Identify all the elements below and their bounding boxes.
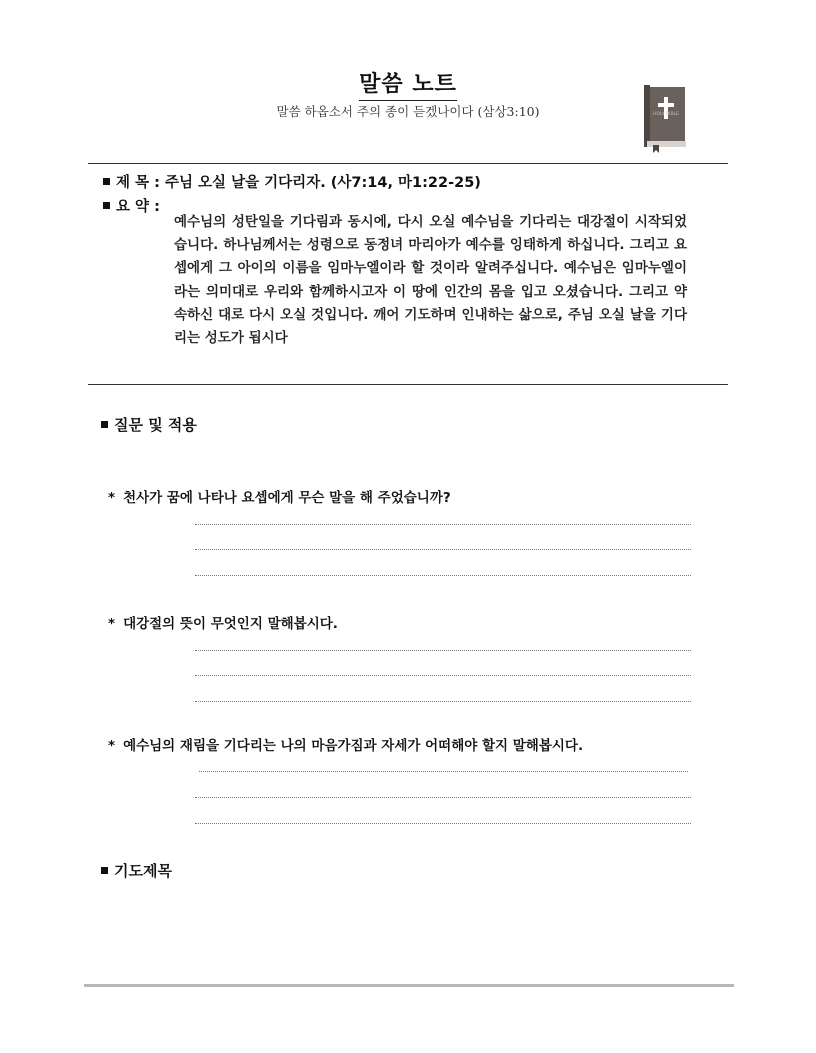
- footer-divider: [84, 984, 734, 987]
- answer-line[interactable]: [195, 524, 691, 525]
- question-3-text: 예수님의 재림을 기다리는 나의 마음가짐과 자세가 어떠해야 할지 말해봅시다.: [123, 738, 584, 754]
- bible-cover-text: HOLY BIBLE: [653, 112, 679, 117]
- page-subtitle: 말씀 하옵소서 주의 종이 듣겠나이다 (삼상3:10): [276, 104, 540, 119]
- question-2-text: 대강절의 뜻이 무엇인지 말해봅시다.: [123, 616, 338, 632]
- answer-line[interactable]: [195, 675, 691, 676]
- square-bullet-icon: [103, 202, 110, 209]
- star-bullet: *: [108, 490, 116, 506]
- star-bullet: *: [108, 616, 116, 632]
- sermon-title-label: 제 목 :: [116, 175, 160, 191]
- square-bullet-icon: [101, 867, 108, 874]
- question-1: [108, 486, 451, 506]
- summary-label-row: [103, 195, 160, 216]
- answer-line[interactable]: [195, 823, 691, 824]
- divider-top: [88, 163, 728, 164]
- question-1-text: 천사가 꿈에 나타나 요셉에게 무슨 말을 해 주었습니까?: [123, 490, 451, 506]
- bible-icon: [641, 83, 691, 153]
- square-bullet-icon: [101, 421, 108, 428]
- question-3: [108, 734, 583, 754]
- answer-line[interactable]: [199, 771, 688, 772]
- sermon-title-row: [103, 171, 481, 192]
- questions-heading: 질문 및 적용: [101, 414, 197, 435]
- answer-line[interactable]: [195, 549, 691, 550]
- sermon-title-value: 주님 오실 날을 기다리자. (사7:14, 마1:22-25): [164, 175, 481, 191]
- question-2: [108, 612, 338, 632]
- square-bullet-icon: [103, 178, 110, 185]
- divider-bottom: [88, 384, 728, 385]
- page-title: 말씀 노트: [0, 72, 816, 101]
- answer-line[interactable]: [195, 650, 691, 651]
- answer-line[interactable]: [195, 797, 691, 798]
- star-bullet: *: [108, 738, 116, 754]
- summary-label: 요 약 :: [116, 199, 160, 215]
- answer-line[interactable]: [195, 701, 691, 702]
- answer-line[interactable]: [195, 575, 691, 576]
- summary-text: 예수님의 성탄일을 기다림과 동시에, 다시 오실 예수님을 기다리는 대강절이 시작되었습니다. 하나님께서는 성령으로 동정녀 마리아가 예수를 잉태하게 하십니다. 그리고 요셉에게 그 아이의 이름을 임마누엘이라 할 것이라 알려주십니다. 예수님은 임마누엘이라는 의미대로 우리와 함께하시고자 이 땅에 인간의 몸을 입고 오셨습니다. 그리고 약속하신 대로 다시 오실 것입니다. 깨어 기도하며 인내하는 삶으로, 주님 오실 날을 기다리는 성도가 됩시다: [174, 214, 687, 347]
- prayer-heading: 기도제목: [101, 860, 172, 881]
